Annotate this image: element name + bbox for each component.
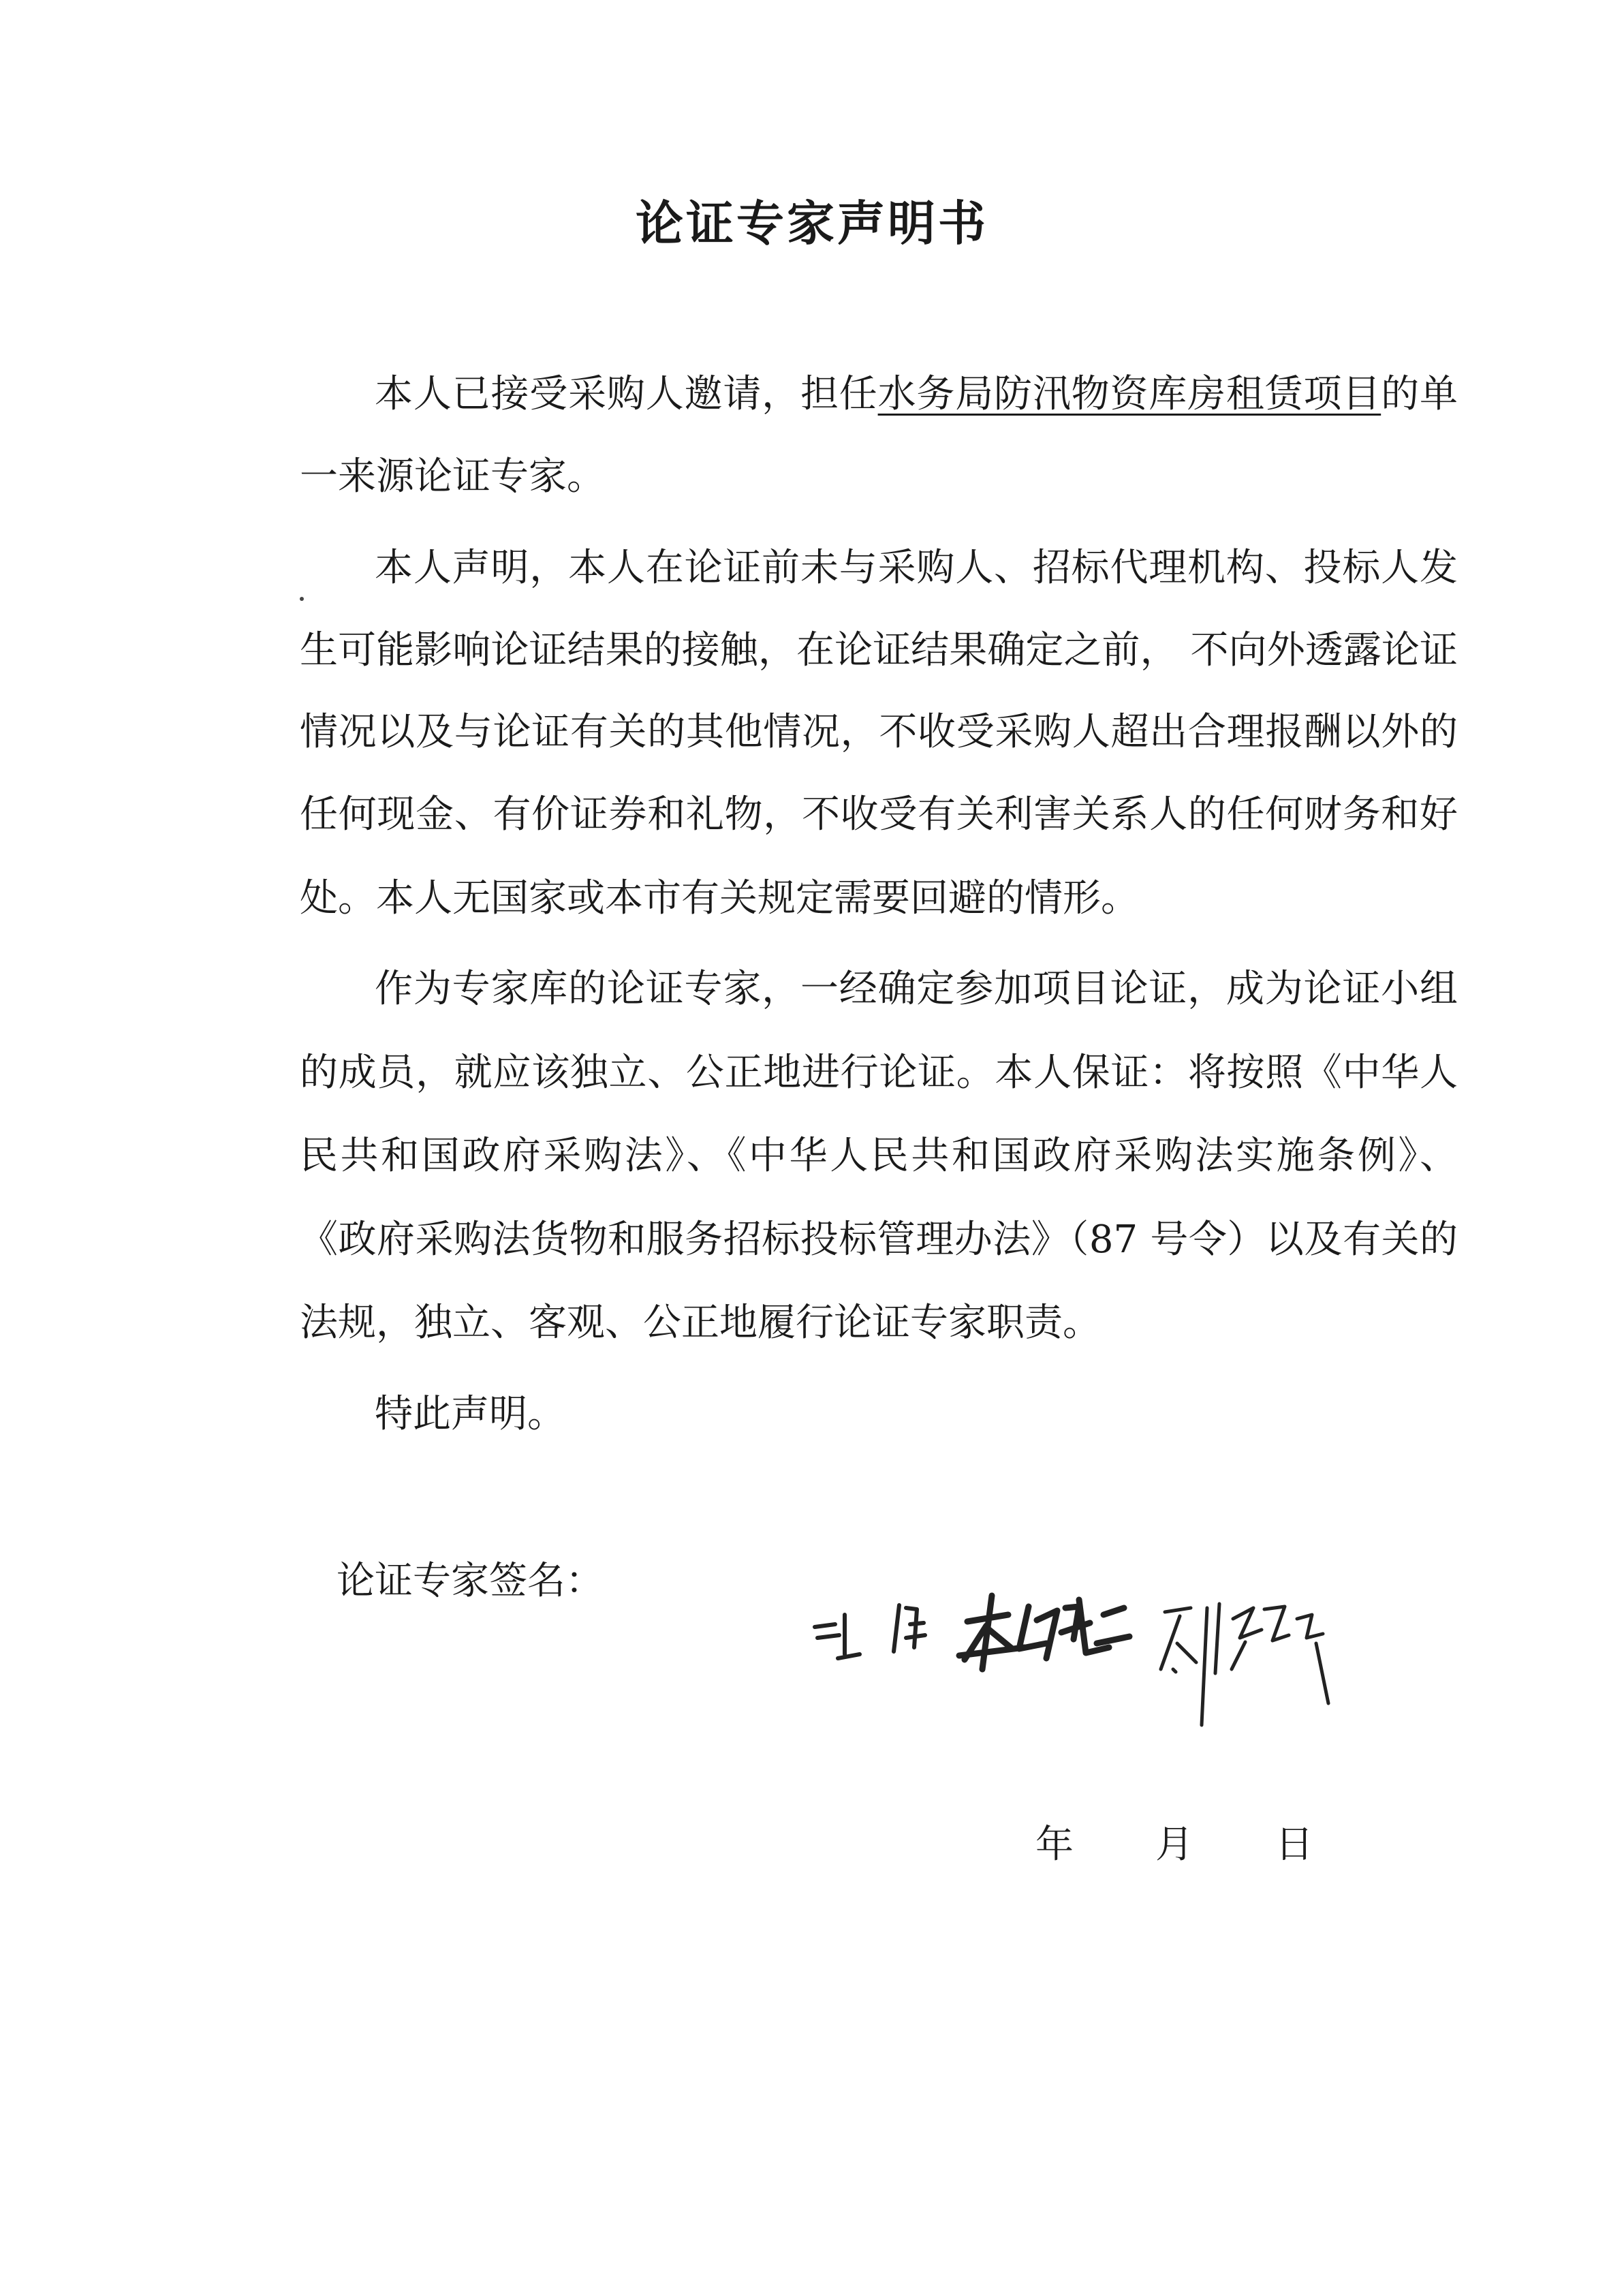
paragraph-2-line-1: 本人声明，本人在论证前未与采购人、招标代理机构、投标人发 <box>375 546 1458 590</box>
paragraph-1-line-1 <box>375 370 1458 419</box>
paragraph-1-line-2: 一来源论证专家。 <box>300 454 605 499</box>
closing-statement: 特此声明。 <box>375 1392 565 1436</box>
document-title: 论证专家声明书 <box>636 196 988 251</box>
date-day: 日 <box>1275 1823 1313 1867</box>
date-year: 年 <box>1035 1823 1074 1867</box>
paragraph-1-text-after: 的单 <box>1381 372 1458 416</box>
paragraph-2-line-2: 生可能影响论证结果的接触，在论证结果确定之前， 不向外透露论证 <box>300 628 1458 672</box>
paragraph-3-line-4: 《政府采购法货物和服务招标投标管理办法》（87 号令）以及有关的 <box>300 1218 1458 1262</box>
scan-speck <box>300 597 304 601</box>
paragraph-3-line-3: 民共和国政府采购法》、《中华人民共和国政府采购法实施条例》、 <box>300 1134 1458 1178</box>
signature-1 <box>815 1605 925 1658</box>
paragraph-2-line-3: 情况以及与论证有关的其他情况，不收受采购人超出合理报酬以外的 <box>300 710 1458 754</box>
paragraph-2-line-4: 任何现金、有价证券和礼物，不收受有关利害关系人的任何财务和好 <box>300 792 1458 837</box>
signature-label: 论证专家签名： <box>337 1559 604 1603</box>
signature-3 <box>1161 1604 1328 1725</box>
project-name: 水务局防汛物资库房租赁项目 <box>877 372 1381 416</box>
paragraph-3-line-1: 作为专家库的论证专家，一经确定参加项目论证，成为论证小组 <box>375 967 1458 1011</box>
signature-2 <box>959 1596 1129 1669</box>
date-month: 月 <box>1155 1823 1193 1867</box>
paragraph-2-line-5: 处。本人无国家或本市有关规定需要回避的情形。 <box>300 876 1139 920</box>
paragraph-1-text-before: 本人已接受采购人邀请，担任 <box>375 372 878 416</box>
paragraph-3-line-2: 的成员，就应该独立、公正地进行论证。本人保证：将按照《中华人 <box>300 1051 1458 1095</box>
paragraph-3-line-5: 法规，独立、客观、公正地履行论证专家职责。 <box>300 1301 1101 1345</box>
date-line <box>1035 1820 1313 1870</box>
handwritten-signatures <box>804 1567 1444 1751</box>
